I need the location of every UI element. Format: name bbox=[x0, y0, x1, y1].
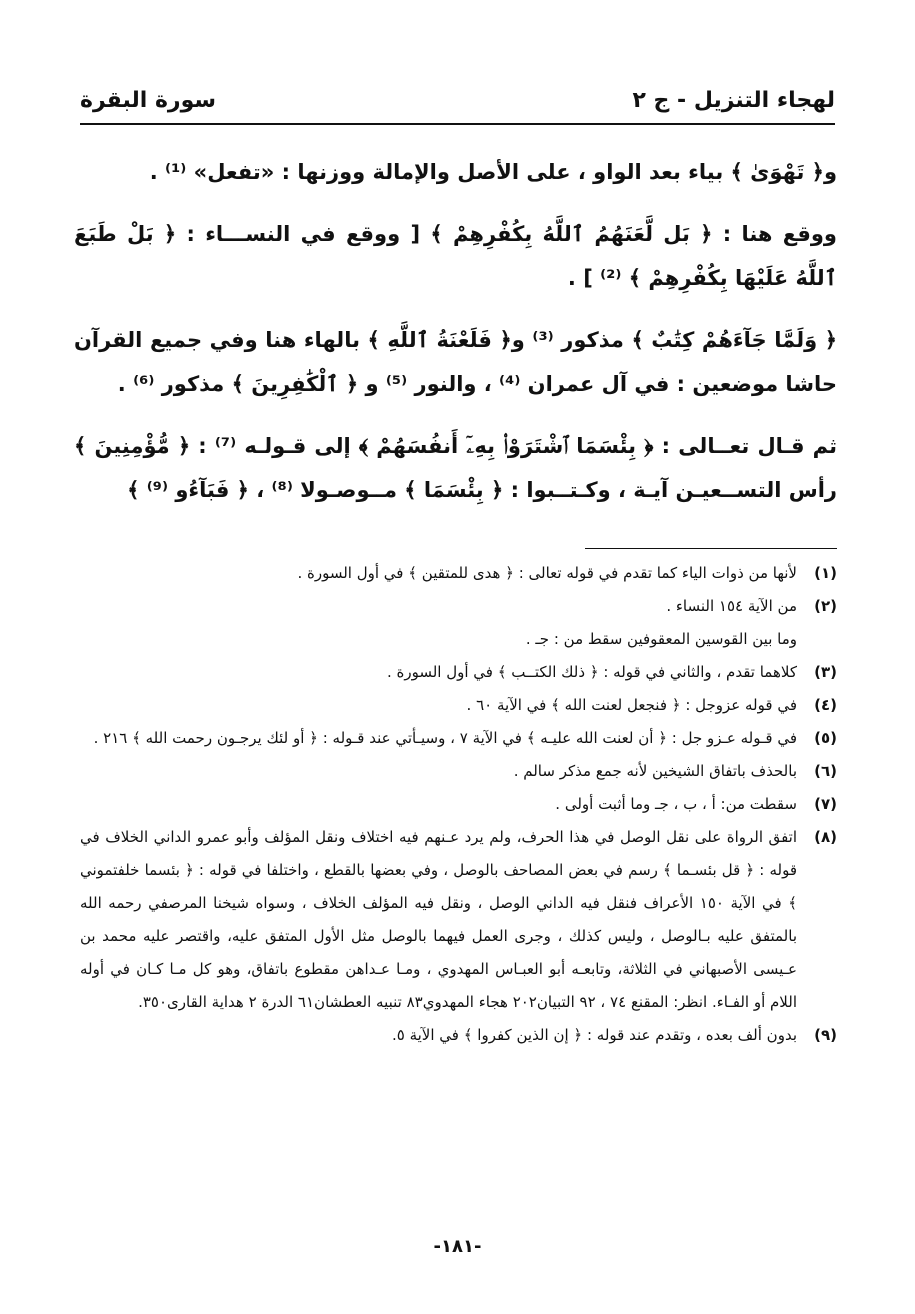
main-text bbox=[74, 150, 837, 530]
footnote-text: في قوله عزوجل : ﴿ فنجعل لعنت الله ﴾ في الآية ٦٠ . bbox=[466, 696, 797, 714]
footnote-number: (٥) bbox=[814, 729, 837, 747]
footnote bbox=[80, 821, 837, 1019]
footnote bbox=[80, 722, 837, 755]
footnotes bbox=[80, 557, 837, 1052]
footnote-text: بدون ألف بعده ، وتقدم عند قوله : ﴿ إن الذين كفروا ﴾ في الآية ٥. bbox=[391, 1026, 797, 1044]
footnote bbox=[80, 689, 837, 722]
footnote bbox=[80, 656, 837, 689]
footnote-number: (٩) bbox=[814, 1026, 837, 1044]
footnote-text: من الآية ١٥٤ النساء . bbox=[666, 597, 797, 615]
paragraph: و﴿ تَهْوَىٰ ﴾ بياء بعد الواو ، على الأصل والإمالة ووزنها : «تفعل» ⁽¹⁾ . bbox=[149, 160, 837, 184]
paragraph: ﴿ وَلَمَّا جَآءَهُمْ كِتَٰبٌ ﴾ مذكور ⁽³⁾ و﴿ فَلَعْنَةُ ٱللَّهِ ﴾ بالهاء هنا وفي جميع القرآن حاشا موضعين : في آل عمران ⁽⁴⁾ ، والنور ⁽⁵⁾ و ﴿ ٱلْكَٰفِرِينَ ﴾ مذكور ⁽⁶⁾ . bbox=[74, 328, 837, 396]
paragraph: ووقع هنا : ﴿ بَل لَّعَنَهُمُ ٱللَّهُ بِكُفْرِهِمْ ﴾ [ ووقع في النســـاء : ﴿ بَلْ طَبَعَ ٱللَّهُ عَلَيْهَا بِكُفْرِهِمْ ﴾ ⁽²⁾ ] . bbox=[74, 222, 837, 290]
footnote-text: بالحذف باتفاق الشيخين لأنه جمع مذكر سالم . bbox=[513, 762, 797, 780]
footnote-number: (٣) bbox=[814, 663, 837, 681]
footnote-number: (٨) bbox=[814, 828, 837, 846]
footnote-number: (٦) bbox=[814, 762, 837, 780]
footnote-number: (٢) bbox=[814, 597, 837, 615]
book-title: لهجاء التنزيل - ج ٢ bbox=[632, 88, 835, 113]
footnote bbox=[80, 755, 837, 788]
footnote bbox=[80, 590, 837, 623]
surah-name: سورة البقرة bbox=[80, 88, 217, 113]
paragraph: ثم قـال تعــالى : ﴿ بِئْسَمَا ٱشْتَرَوْا۟ بِهِۦٓ أَنفُسَهُمْ ﴾ إلى قـولـه ⁽⁷⁾ : ﴿ مُّؤْمِنِينَ ﴾ رأس التســعيـن آيـة ، وكـتــبوا : ﴿ بِئْسَمَا ﴾ مــوصـولا ⁽⁸⁾ ، ﴿ فَبَآءُو ⁽⁹⁾ ﴾ bbox=[74, 434, 838, 502]
footnote-text: لأنها من ذوات الياء كما تقدم في قوله تعالى : ﴿ هدى للمتقين ﴾ في أول السورة . bbox=[297, 564, 797, 582]
footnote-number: (١) bbox=[814, 564, 837, 582]
footnote-number: (٤) bbox=[814, 696, 837, 714]
footnote-text: سقطت من: أ ، ب ، جـ وما أثبت أولى . bbox=[555, 795, 797, 813]
footnote-divider bbox=[585, 548, 837, 549]
footnote bbox=[80, 1019, 837, 1052]
page-number: -١٨١- bbox=[433, 1236, 482, 1257]
footnote-text: في قـوله عـزو جل : ﴿ أن لعنت الله عليـه ﴾ في الآية ٧ ، وسيـأتي عند قـوله : ﴿ أو لئك يرجـون رحمت الله ﴾ ٢١٦ . bbox=[93, 729, 797, 747]
footnote-number: (٧) bbox=[814, 795, 837, 813]
footnote-continuation: وما بين القوسين المعقوفين سقط من : جـ . bbox=[525, 630, 797, 648]
footnote-text: كلاهما تقدم ، والثاني في قوله : ﴿ ذلك الكتــب ﴾ في أول السورة . bbox=[386, 663, 797, 681]
footnote-text: اتفق الرواة على نقل الوصل في هذا الحرف، ولم يرد عـنهم فيه اختلاف ونقل المؤلف وأبو عمرو الداني الخلاف في قوله : ﴿ قل بئسـما ﴾ رسم في بعض المصاحف بالوصل ، وفي بعضها بالقطع ، واختلفا في قوله : ﴿ بئسما خلفتموني ﴾ في الآية ١٥٠ الأعراف فنقل فيه الداني الوصل ، ونقل فيه المؤلف الخلاف ، وسواه شيخنا المرصفي رحمه الله بالمتفق عليه بـالوصل ، وليس كذلك ، وجرى العمل فيهما بالوصل مثل الأول المتفق عليه، واقتصر عليه محمد بن عـيسى الأصبهاني في الثلاثة، وتابعـه أبو العبـاس المهدوي ، ومـا عـداهن مقطوع باتفاق، وهو كل مـا كـان في أوله اللام أو الفـاء. انظر: المقنع ٧٤ ، ٩٢ التبيان٢٠٢ هجاء المهدوي٨٣ تنبيه العطشان٦١ الدرة ٢ هداية القارى٣٥٠. bbox=[80, 828, 797, 1011]
footnote bbox=[80, 788, 837, 821]
running-header bbox=[80, 88, 835, 125]
footnote bbox=[80, 557, 837, 590]
